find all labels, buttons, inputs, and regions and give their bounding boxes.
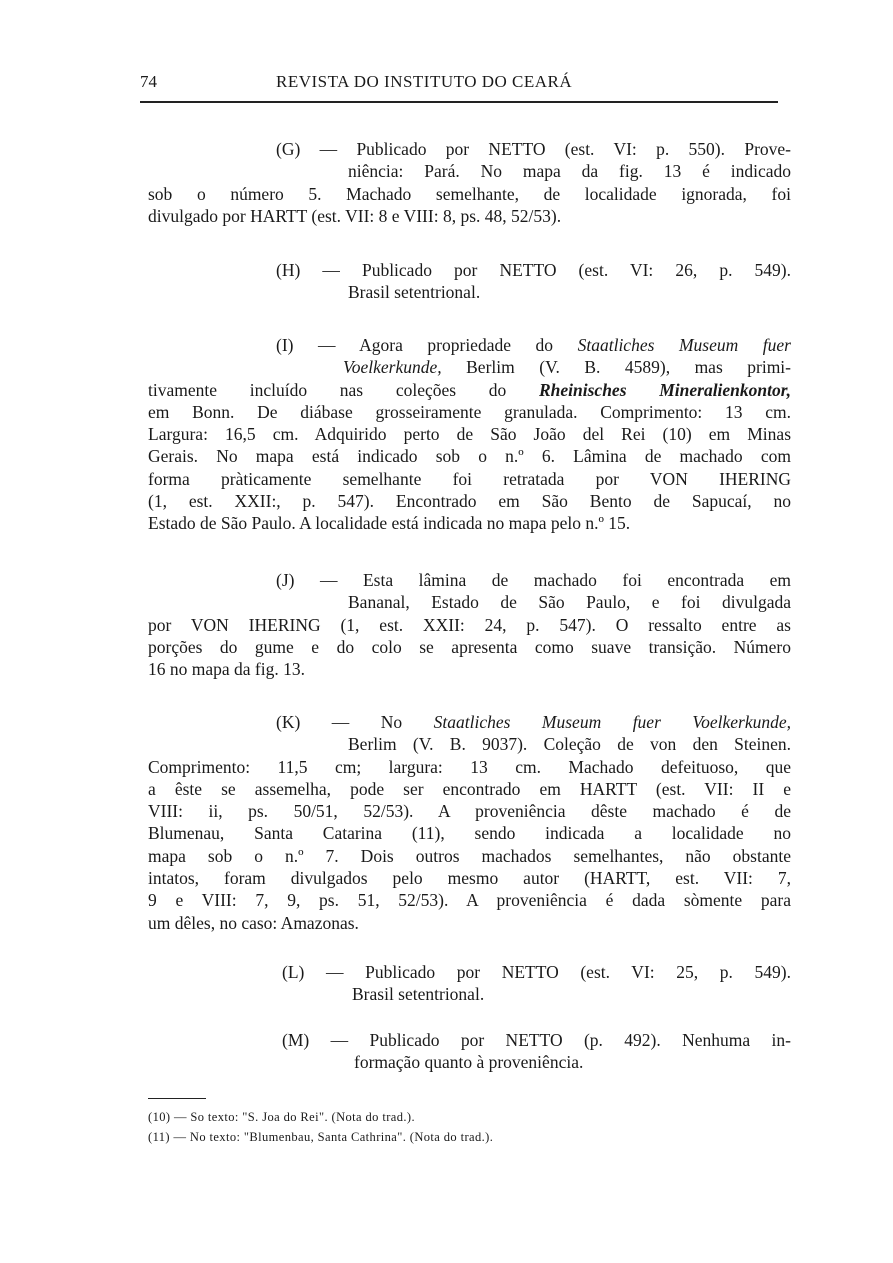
entry-line: Berlim (V. B. 9037). Coleção de von den Steinen.: [348, 734, 791, 755]
entry-line: 16 no mapa da fig. 13.: [148, 659, 305, 680]
entry-line: mapa sob o n.º 7. Dois outros machados semelhantes, não obstante: [148, 845, 791, 866]
entry-k: [148, 711, 791, 934]
collection-name: Rheinisches Mineralienkontor,: [538, 379, 791, 400]
page-header: [140, 72, 790, 98]
entry-line: formação quanto à proveniência.: [354, 1052, 584, 1073]
entry-line: [148, 356, 791, 378]
entry-line: (G) — Publicado por NETTO (est. VI: p. 550). Prove-: [276, 139, 791, 159]
entry-line: (H) — Publicado por NETTO (est. VI: 26, p. 549).: [276, 260, 791, 280]
entry-g: [148, 138, 791, 227]
entry-text: tivamente incluído nas coleções do: [148, 379, 539, 400]
page-number: 74: [140, 72, 157, 91]
entry-line: Brasil setentrional.: [352, 984, 485, 1005]
entry-line: (L) — Publicado por NETTO (est. VI: 25, p. 549).: [282, 962, 791, 982]
museum-name: Staatliches Museum fuer: [577, 335, 791, 355]
entry-i: [148, 334, 791, 535]
entry-line: divulgado por HARTT (est. VII: 8 e VIII: 8, ps. 48, 52/53).: [148, 205, 562, 226]
entry-line: Estado de São Paulo. A localidade está indicada no mapa pelo n.º 15.: [148, 513, 631, 534]
entry-line: forma pràticamente semelhante foi retratada por VON IHERING: [148, 468, 791, 489]
museum-name: Staatliches Museum fuer Voelkerkunde,: [433, 712, 791, 732]
entry-h: [148, 259, 791, 304]
entry-line: Comprimento: 11,5 cm; largura: 13 cm. Machado defeituoso, que: [148, 756, 791, 777]
entry-text: Berlim (V. B. 4589), mas primi-: [441, 357, 791, 378]
entry-l: [148, 961, 791, 1006]
entry-line: [148, 334, 791, 356]
footnote-rule: [148, 1098, 206, 1099]
entry-line: Bananal, Estado de São Paulo, e foi divulgada: [348, 592, 791, 613]
header-rule: [140, 101, 778, 103]
entry-line: Blumenau, Santa Catarina (11), sendo indicada a localidade no: [148, 823, 791, 844]
entry-line: [148, 711, 791, 733]
entry-line: VIII: ii, ps. 50/51, 52/53). A proveniência dêste machado é de: [148, 801, 791, 822]
entry-text: (I) — Agora propriedade do: [276, 335, 578, 355]
entry-m: [148, 1029, 791, 1074]
entry-line: porções do gume e do colo se apresenta como suave transição. Número: [148, 636, 791, 657]
entry-j: [148, 569, 791, 680]
running-title: REVISTA DO INSTITUTO DO CEARÁ: [276, 72, 573, 91]
entry-line: (M) — Publicado por NETTO (p. 492). Nenhuma in-: [282, 1030, 791, 1050]
entry-line: sob o número 5. Machado semelhante, de localidade ignorada, foi: [148, 183, 791, 204]
entry-line: a êste se assemelha, pode ser encontrado em HARTT (est. VII: II e: [148, 778, 791, 799]
entry-line: Largura: 16,5 cm. Adquirido perto de São João del Rei (10) em Minas: [148, 424, 791, 445]
entry-line: [148, 379, 791, 401]
entry-line: Brasil setentrional.: [348, 282, 481, 303]
entry-line: intatos, foram divulgados pelo mesmo autor (HARTT, est. VII: 7,: [148, 868, 791, 889]
museum-name: Voelkerkunde,: [343, 357, 442, 378]
entry-line: (1, est. XXII:, p. 547). Encontrado em São Bento de Sapucaí, no: [148, 491, 791, 512]
entry-line: niência: Pará. No mapa da fig. 13 é indicado: [348, 161, 791, 182]
entry-line: 9 e VIII: 7, 9, ps. 51, 52/53). A proveniência é dada sòmente para: [148, 890, 791, 911]
entry-line: por VON IHERING (1, est. XXII: 24, p. 547). O ressalto entre as: [148, 614, 791, 635]
entry-text: (K) — No: [276, 712, 434, 732]
entry-line: um dêles, no caso: Amazonas.: [148, 912, 359, 933]
footnote: (11) — No texto: "Blumenbau, Santa Cathrina". (Nota do trad.).: [148, 1130, 494, 1144]
footnote: (10) — So texto: "S. Joa do Rei". (Nota do trad.).: [148, 1110, 415, 1124]
entry-line: (J) — Esta lâmina de machado foi encontrada em: [276, 570, 791, 590]
entry-line: Gerais. No mapa está indicado sob o n.º 6. Lâmina de machado com: [148, 446, 791, 467]
entry-line: em Bonn. De diábase grosseiramente granulada. Comprimento: 13 cm.: [148, 401, 791, 422]
